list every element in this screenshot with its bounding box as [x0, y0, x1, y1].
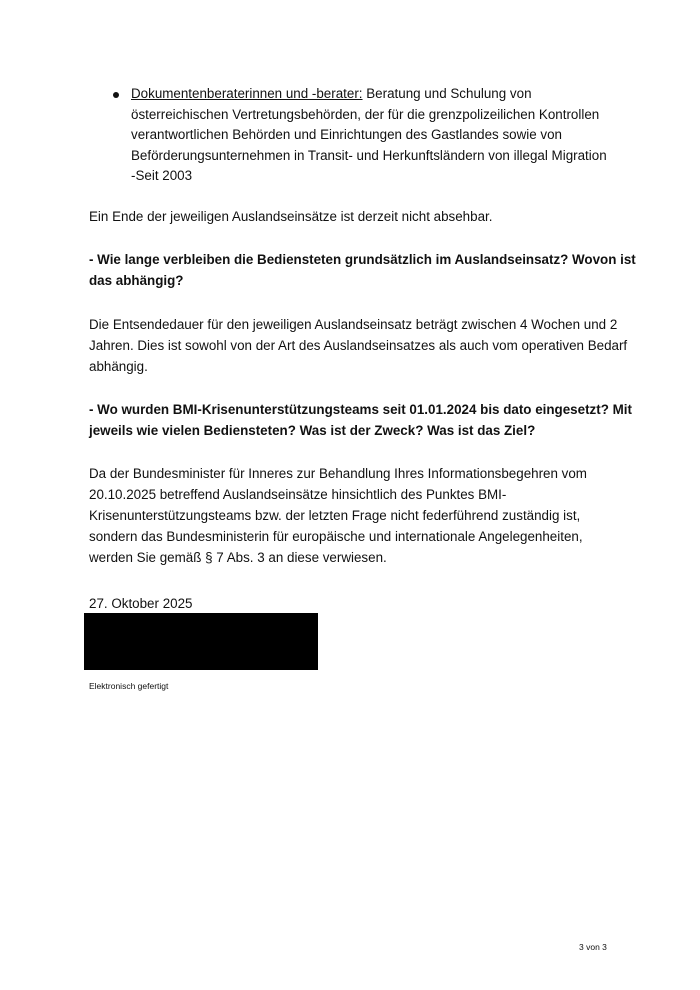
- paragraph-line: Krisenunterstützungsteams bzw. der letzten Frage nicht federführend zuständig ist,: [89, 508, 581, 523]
- paragraph-end-of-missions: [89, 206, 619, 227]
- paragraph-line: abhängig.: [89, 359, 148, 374]
- question-line: - Wie lange verbleiben die Bediensteten grundsätzlich im Auslandseinsatz? Wovon ist: [89, 252, 636, 267]
- question-line: - Wo wurden BMI-Krisenunterstützungsteams seit 01.01.2024 bis dato eingesetzt? Mit: [89, 402, 632, 417]
- paragraph-line: sondern das Bundesministerin für europäische und internationale Angelegenheiten,: [89, 529, 583, 544]
- paragraph-line: Ein Ende der jeweiligen Auslandseinsätze ist derzeit nicht absehbar.: [89, 209, 493, 224]
- document-date: [89, 593, 619, 614]
- paragraph-referral: [89, 463, 619, 568]
- bullet-line: österreichischen Vertretungsbehörden, der für die grenzpolizeilichen Kontrollen: [131, 106, 600, 122]
- paragraph-line: werden Sie gemäß § 7 Abs. 3 an diese verwiesen.: [89, 550, 387, 565]
- question-line: das abhängig?: [89, 273, 184, 288]
- bullet-heading: Dokumentenberaterinnen und -berater:: [131, 86, 363, 101]
- question-crisis-teams: [89, 399, 632, 441]
- electronically-signed-note: Elektronisch gefertigt: [89, 681, 169, 691]
- question-line: jeweils wie vielen Bediensteten? Was ist der Zweck? Was ist das Ziel?: [89, 423, 536, 438]
- paragraph-deployment-duration: [89, 314, 628, 377]
- redacted-signature-block: [84, 613, 318, 670]
- bullet-line: verantwortlichen Behörden und Einrichtungen des Gastlandes sowie von: [131, 127, 562, 142]
- paragraph-line: Jahren. Dies ist sowohl von der Art des Auslandseinsatzes als auch vom operativen Bedarf: [89, 338, 628, 353]
- question-duration: [89, 249, 636, 291]
- bullet-first-line-rest: Beratung und Schulung von: [362, 86, 532, 101]
- bullet-first-line: [131, 84, 621, 105]
- bullet-dot-icon: [113, 92, 119, 98]
- bullet-line: -Seit 2003: [131, 168, 193, 183]
- paragraph-line: Die Entsendedauer für den jeweiligen Auslandseinsatz beträgt zwischen 4 Wochen und 2: [89, 317, 618, 332]
- bullet-line: Beförderungsunternehmen in Transit- und Herkunftsländern von illegal Migration: [131, 147, 607, 163]
- page-number: 3 von 3: [579, 942, 607, 952]
- paragraph-line: Da der Bundesminister für Inneres zur Behandlung Ihres Informationsbegehren vom: [89, 466, 587, 481]
- date-text: 27. Oktober 2025: [89, 596, 193, 611]
- paragraph-line: 20.10.2025 betreffend Auslandseinsätze hinsichtlich des Punktes BMI-: [89, 487, 507, 502]
- bullet-item-document-advisors: [131, 84, 621, 187]
